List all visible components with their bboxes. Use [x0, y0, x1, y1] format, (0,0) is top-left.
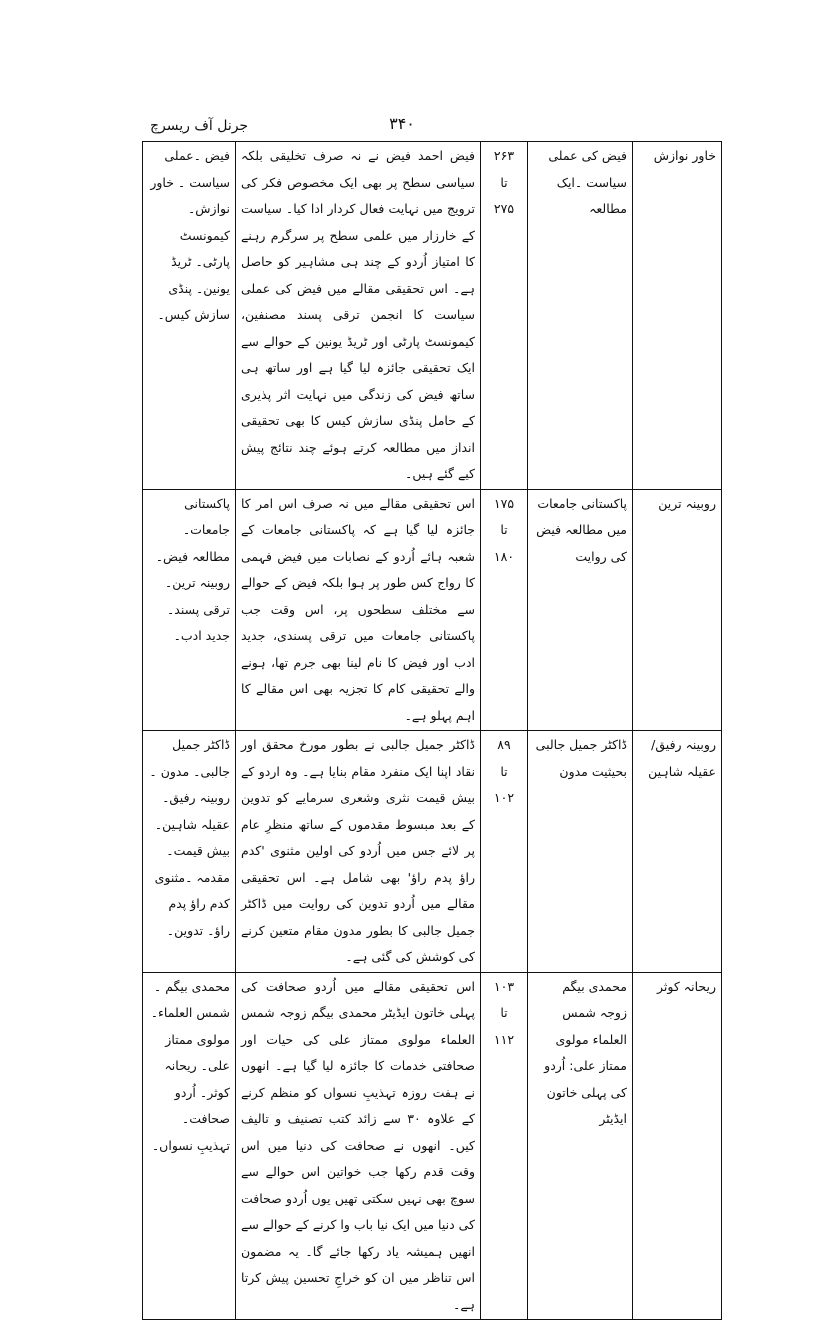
- keywords-cell: ڈاکٹر جمیل جالبی۔ مدون ۔ روبینہ رفیق۔ عقیلہ شاہین۔ بیش قیمت۔ مقدمہ ۔مثنوی کدم راؤ پدم راؤ۔ تدوین۔: [143, 731, 236, 973]
- title-cell: پاکستانی جامعات میں مطالعہ فیض کی روایت: [528, 489, 633, 731]
- page-to: ۱۸۰: [493, 548, 515, 564]
- page-to: ۱۰۲: [493, 790, 515, 805]
- summary-cell: ڈاکٹر جمیل جالبی نے بطور مورخ محقق اور نقاد اپنا ایک منفرد مقام بنایا ہے۔ وہ اردو کے بیش قیمت نثری وشعری سرمایے کو تدوین کے بعد مبسوط مقدموں کے ساتھ منظرِ عام پر لائے جس میں اُردو کی اولین مثنوی 'کدم راؤ پدم راؤ' بھی شامل ہے۔ اس تحقیقی مقالے میں اُردو تدوین کی روایت میں ڈاکٹر جمیل جالبی کا بطور مدون مقام متعین کرنے کی کوشش کی گئی ہے۔: [236, 731, 481, 973]
- author-cell: روبینہ ترین: [633, 489, 722, 731]
- summary-cell: اس تحقیقی مقالے میں نہ صرف اس امر کا جائزہ لیا گیا ہے کہ پاکستانی جامعات کے شعبہ ہائے اُردو کے نصابات میں فیض فہمی کا رواج کس طور پر ہوا بلکہ فیض کے حوالے سے مختلف سطحوں پر، اس وقت جب پاکستانی جامعات میں ترقی پسندی، جدید ادب اور فیض کا نام لینا بھی جرم تھا، ہونے والے تحقیقی کام کا تجزیہ بھی اس مقالے کا اہم پہلو ہے۔: [236, 489, 481, 731]
- summary-cell: اس تحقیقی مقالے میں اُردو صحافت کی پہلی خاتون ایڈیٹر محمدی بیگم زوجہ شمس العلماء مولوی ممتاز علی کی حیات اور صحافتی خدمات کا جائزہ لیا گیا ہے۔ انھوں نے ہفت روزہ تہذیبِ نسواں کو منظم کرنے کے علاوہ ۳۰ سے زائد کتب تصنیف و تالیف کیں۔ انھوں نے صحافت کی دنیا میں اس وقت قدم رکھا جب خواتین اس حوالے سے سوچ بھی نہیں سکتی تھیں یوں اُردو صحافت کی دنیا میں ایک نیا باب وا کرنے کے حوالے سے انھیں ہمیشہ یاد رکھا جائے گا۔ یہ مضمون اس تناظر میں ان کو خراجِ تحسین پیش کرتا ہے۔: [236, 972, 481, 1320]
- title-cell: ڈاکٹر جمیل جالبی بحیثیت مدون: [528, 731, 633, 973]
- author-cell: ریحانہ کوثر: [633, 972, 722, 1320]
- page-to: ۱۱۲: [493, 1031, 515, 1047]
- page-to: ۲۷۵: [493, 201, 515, 216]
- pages-cell: [481, 731, 528, 973]
- summary-cell: فیض احمد فیض نے نہ صرف تخلیقی بلکہ سیاسی سطح پر بھی ایک مخصوص فکر کی ترویج میں نہایت فعال کردار ادا کیا۔ سیاست کے خارزار میں علمی سطح پر سرگرم رہنے کا امتیاز اُردو کے چند ہی مشاہیر کو حاصل ہے۔ اس تحقیقی مقالے میں فیض کی عملی سیاست کا انجمن ترقی پسند مصنفین، کیمونسٹ پارٹی اور ٹریڈ یونین کے حوالے سے ایک تحقیقی جائزہ لیا گیا ہے اور ساتھ ہی ساتھ فیض کی زندگی میں نہایت اثر پذیری کے حامل پنڈی سازش کیس کا بھی تحقیقی انداز میں مطالعہ کرتے ہوئے چند نتائج پیش کیے گئے ہیں۔: [236, 142, 481, 490]
- journal-title: جرنل آف ریسرچ: [150, 118, 249, 134]
- page-separator: تا: [500, 522, 508, 537]
- page-from: ۱۰۳: [493, 978, 515, 994]
- table-row: [143, 489, 722, 731]
- page-separator: تا: [500, 763, 508, 779]
- keywords-cell: محمدی بیگم ۔شمس العلماء۔ مولوی ممتاز علی۔ ریحانہ کوثر۔ اُردو صحافت۔ تہذیبِ نسواں۔: [143, 972, 236, 1320]
- page-number: ۳۴۰: [389, 114, 415, 133]
- author-cell: خاور نوازش: [633, 142, 722, 490]
- page-separator: تا: [500, 1005, 508, 1020]
- research-table: [142, 141, 722, 1320]
- keywords-cell: پاکستانی جامعات۔ مطالعہ فیض۔روبینہ ترین۔ترقی پسند۔ جدید ادب۔: [143, 489, 236, 731]
- page-from: ۱۷۵: [493, 495, 515, 511]
- table-row: [143, 731, 722, 973]
- table-row: [143, 972, 722, 1320]
- title-cell: محمدی بیگم زوجہ شمس العلماء مولوی ممتاز علی: اُردو کی پہلی خاتون ایڈیٹر: [528, 972, 633, 1320]
- page-from: ۸۹: [497, 737, 511, 752]
- page-separator: تا: [500, 174, 508, 190]
- page-from: ۲۶۳: [493, 148, 515, 163]
- table-row: [143, 142, 722, 490]
- title-cell: فیض کی عملی سیاست ۔ایک مطالعہ: [528, 142, 633, 490]
- author-cell: روبینہ رفیق/ عقیلہ شاہین: [633, 731, 722, 973]
- pages-cell: [481, 142, 528, 490]
- pages-cell: [481, 972, 528, 1320]
- pages-cell: [481, 489, 528, 731]
- keywords-cell: فیض ۔عملی سیاست ۔ خاور نوازش۔ کیمونسٹ پارٹی۔ ٹریڈ یونین۔ پنڈی سازش کیس۔: [143, 142, 236, 490]
